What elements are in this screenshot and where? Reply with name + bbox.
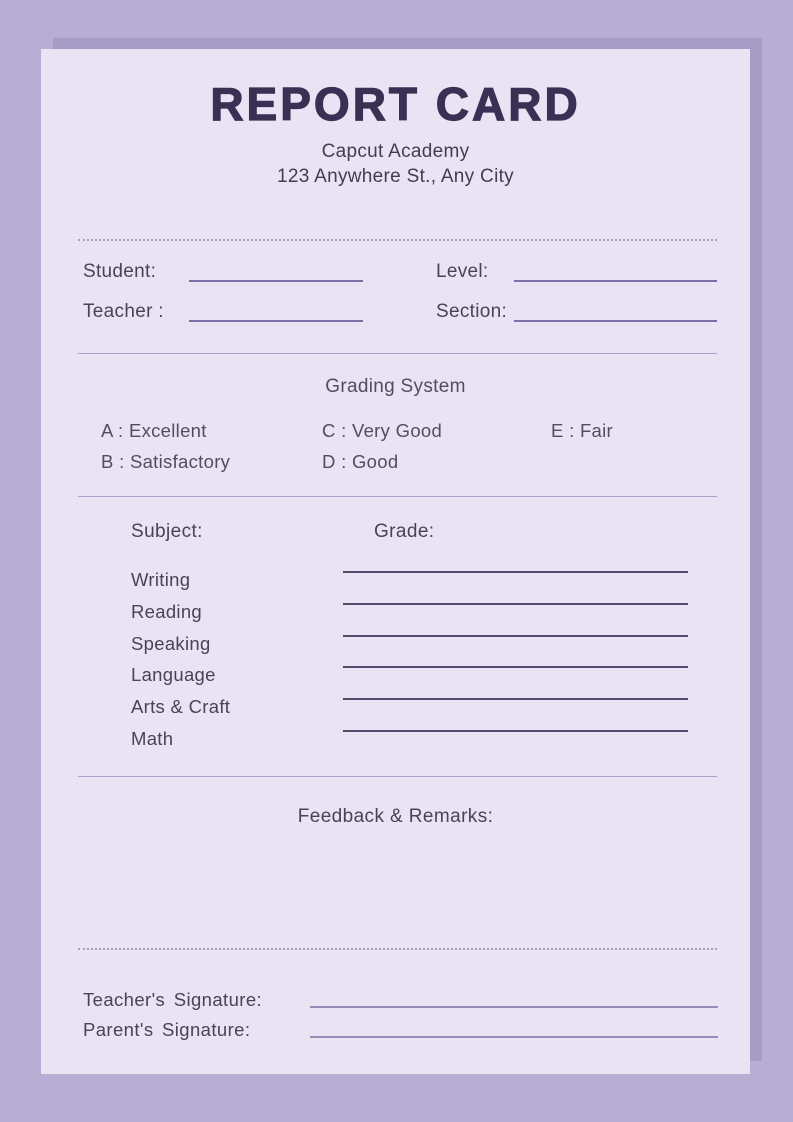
grade-column-header: Grade: xyxy=(374,521,435,542)
parent-signature-label: Parent's Signature: xyxy=(83,1019,251,1040)
section-blank-line xyxy=(514,320,717,322)
parent-signature-line xyxy=(310,1036,718,1038)
divider-header-dotted xyxy=(78,239,717,241)
school-name: Capcut Academy xyxy=(321,141,470,162)
subject-row xyxy=(131,568,688,592)
subject-label: Writing xyxy=(131,569,191,590)
subject-row xyxy=(131,632,688,656)
grade-blank-line xyxy=(343,635,688,637)
subject-label: Arts & Craft xyxy=(131,696,231,717)
parent-signature-row xyxy=(83,1015,718,1041)
subject-label: Language xyxy=(131,664,216,685)
grade-blank-line xyxy=(343,571,688,573)
subject-label: Reading xyxy=(131,601,203,622)
subject-row xyxy=(131,663,688,687)
level-field xyxy=(436,254,717,286)
grading-entry-d: D : Good xyxy=(322,451,399,472)
grade-blank-line xyxy=(343,603,688,605)
level-blank-line xyxy=(514,280,717,282)
subject-label: Speaking xyxy=(131,633,211,654)
grading-system-title: Grading System xyxy=(325,376,466,397)
subject-row xyxy=(131,695,688,719)
subject-row xyxy=(131,727,688,751)
feedback-remarks-title: Feedback & Remarks: xyxy=(297,806,494,827)
divider-grading-bottom xyxy=(78,496,717,497)
teacher-label: Teacher : xyxy=(83,301,164,322)
grading-entry-e: E : Fair xyxy=(551,420,614,441)
teacher-signature-label: Teacher's Signature: xyxy=(83,989,263,1010)
grading-entry-b: B : Satisfactory xyxy=(101,451,231,472)
student-blank-line xyxy=(189,280,363,282)
teacher-field xyxy=(83,294,363,326)
subject-column-header: Subject: xyxy=(131,521,203,542)
grade-blank-line xyxy=(343,698,688,700)
subject-label: Math xyxy=(131,728,174,749)
level-label: Level: xyxy=(436,261,489,282)
grade-blank-line xyxy=(343,730,688,732)
teacher-signature-line xyxy=(310,1006,718,1008)
section-field xyxy=(436,294,717,326)
divider-info-bottom xyxy=(78,353,717,354)
grading-entry-a: A : Excellent xyxy=(101,420,207,441)
subject-row xyxy=(131,600,688,624)
divider-subjects-bottom xyxy=(78,776,717,777)
grade-blank-line xyxy=(343,666,688,668)
teacher-signature-row xyxy=(83,985,718,1011)
teacher-blank-line xyxy=(189,320,363,322)
report-card-title: REPORT CARD xyxy=(210,78,581,130)
section-label: Section: xyxy=(436,301,508,322)
feedback-writing-area xyxy=(78,834,717,944)
school-address: 123 Anywhere St., Any City xyxy=(277,166,514,187)
student-field xyxy=(83,254,363,286)
report-card xyxy=(41,49,750,1074)
grading-entry-c: C : Very Good xyxy=(322,420,443,441)
student-label: Student: xyxy=(83,261,157,282)
divider-feedback-bottom xyxy=(78,948,717,950)
